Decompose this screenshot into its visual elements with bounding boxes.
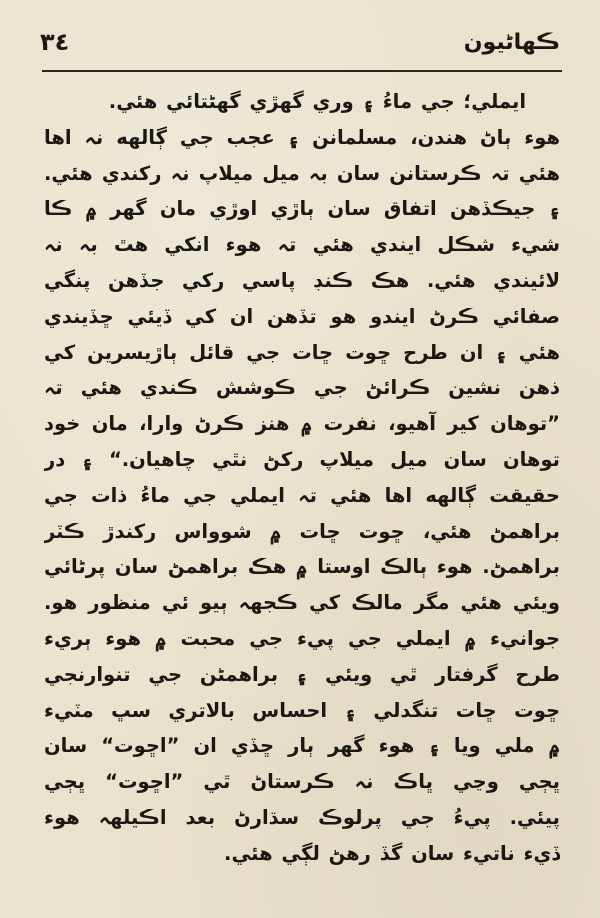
page-number: ٣٤ <box>40 28 70 56</box>
text-line: صفائي ڪرڻ ايندو هو تڏهن ان کي ڏيئي ڇڏيندي <box>44 304 560 328</box>
text-line: پيئي. پيءُ جي پرلوڪ سڌارڻ بعد اڪيلهہ هوء <box>44 805 560 829</box>
running-title: ڪهاڻيون <box>463 30 560 55</box>
text-line: توهان سان ميل ميلاپ رکڻ نٿي چاهيان.“ ۽ در <box>44 447 560 471</box>
text-line: ۾ ملي ويا ۽ هوء گهر ٻار ڇڏي ان ”اڇوت“ سان <box>44 734 560 758</box>
body-text <box>44 84 560 872</box>
text-line: هئي ۽ ان طرح ڇوت ڇات جي قائل ٻاڙيسرين کي <box>44 340 560 364</box>
text-line: طرح گرفتار ٿي ويئي ۽ براهمڻن جي تنوارنجي <box>44 662 560 686</box>
page-header <box>40 26 560 66</box>
text-line: ڀڄي وڃي ڀاڪ نہ ڪرستاڻ ٿي ”اڇوت“ ڀڄي <box>44 770 560 794</box>
text-line: ايملي؛ جي ماءُ ۽ وري گهڙي گهڻتائي هئي. <box>108 90 526 113</box>
text-line: براهمڻ. هوء ٻالڪ اوستا ۾ هڪ براهمڻ سان پرڻائي <box>44 555 560 579</box>
text-line: جوانيء ۾ ايملي جي پيء جي محبت ۾ هوء ٻريء <box>44 626 560 650</box>
text-line: ۽ جيڪڏهن اتفاق سان ٻاڙي اوڙي مان گهر ۾ ڪا <box>44 197 560 221</box>
text-line: شيء شڪل ايندي هئي تہ هوء انکي هٿ بہ نہ <box>44 233 560 257</box>
text-line: هئي تہ ڪرستانن سان بہ ميل ميلاپ نہ رکندي هئي. <box>44 161 560 185</box>
text-line: ڇوت ڇات تنگدلي ۽ احساس بالاتري سڀ مٽيء <box>44 698 560 722</box>
text-line: ويئي هئي مگر مالڪ کي ڪجهہ ٻيو ئي منظور هو. <box>44 591 560 615</box>
text-line: ”توهان کير آهيو، نفرت ۾ هنز ڪرڻ وارا، مان خود <box>44 412 560 436</box>
text-line: حقيقت ڳالهه اها هئي تہ ايملي جي ماءُ ذات جي <box>44 483 560 507</box>
text-line: لائيندي هئي. هڪ ڪنڊ پاسي رکي جڏهن پنگي <box>44 268 560 292</box>
text-line: براهمڻ هئي، ڇوت ڇات ۾ شوواس رکندڙ ڪٽر <box>44 519 560 543</box>
text-line: ذهن نشين ڪرائڻ جي ڪوشش ڪندي هئي تہ <box>44 376 560 400</box>
text-line: ڏيء ناتيء سان گڏ رهڻ لڳي هئي. <box>224 841 560 865</box>
header-rule <box>42 70 562 72</box>
text-line: هوء ٻاڻ هندن، مسلمانن ۽ عجب جي ڳالهه نہ اها <box>44 125 560 149</box>
